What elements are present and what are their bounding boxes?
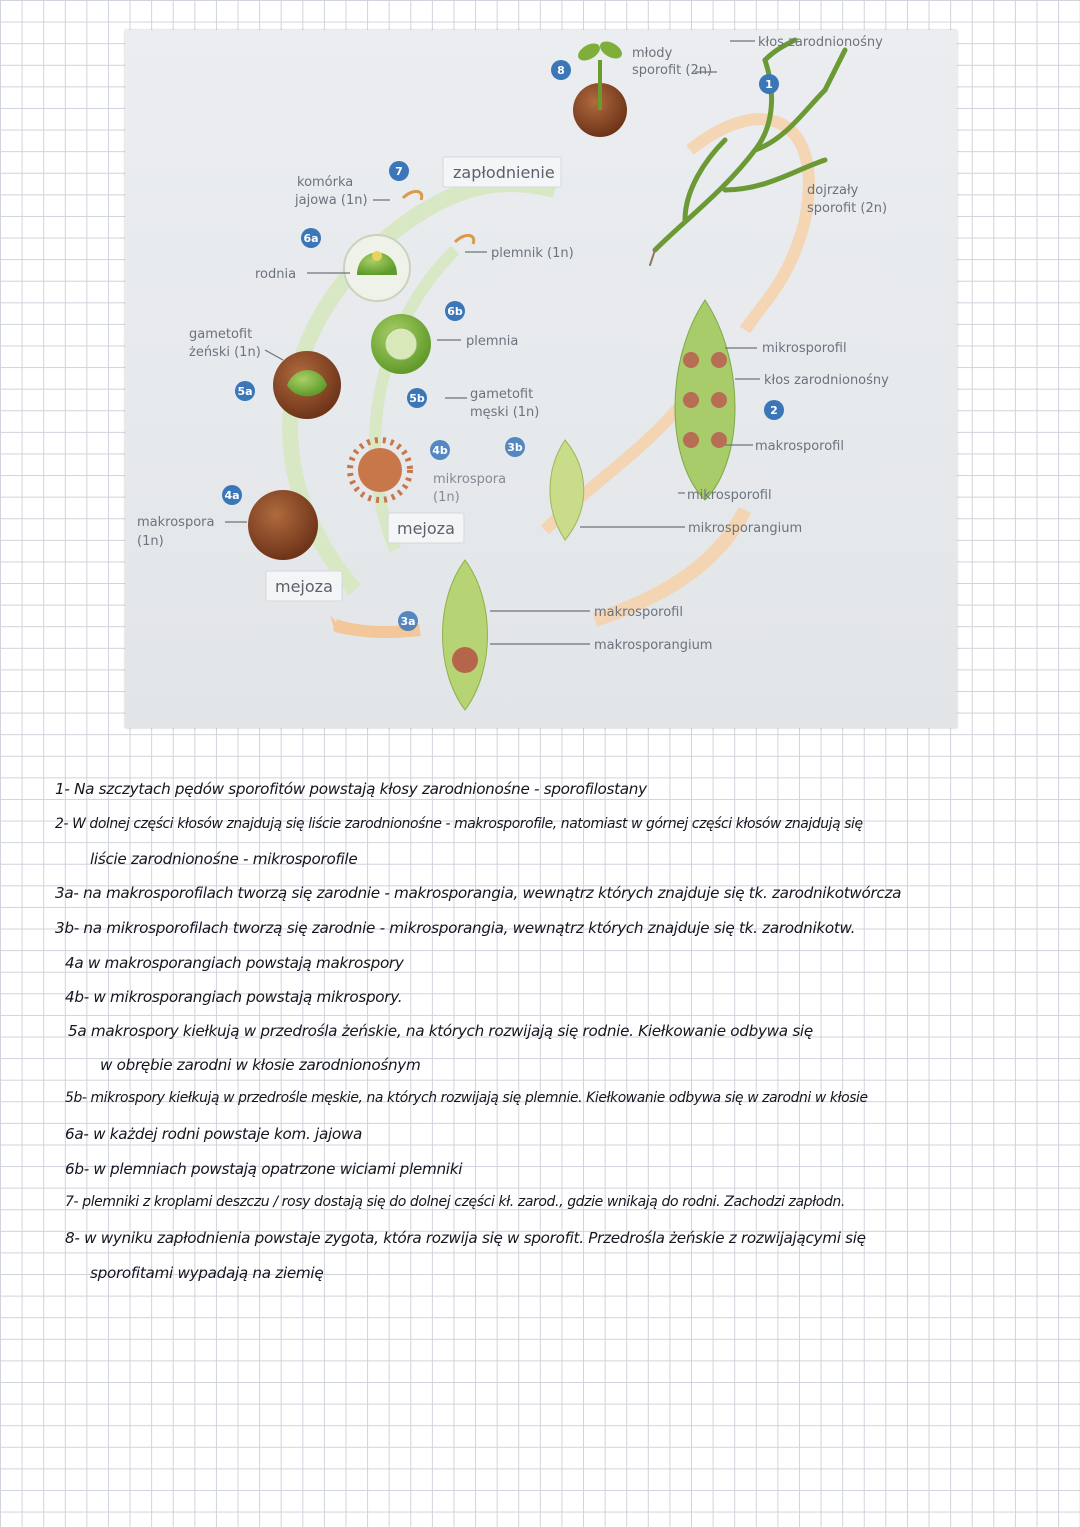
- svg-text:5b: 5b: [409, 392, 425, 405]
- selaginella-life-cycle-diagram: [125, 30, 957, 728]
- svg-text:5a: 5a: [237, 385, 253, 398]
- badge-6b: [445, 301, 465, 321]
- makrospora-label-1: makrospora: [137, 515, 215, 530]
- svg-text:6b: 6b: [447, 305, 463, 318]
- svg-text:1: 1: [765, 78, 773, 91]
- note-4b: 4b- w mikrosporangiach powstają mikrospory.: [65, 988, 403, 1006]
- komorka-jajowa-label-2: jajowa (1n): [295, 193, 368, 208]
- note-7: 7- plemniki z kroplami deszczu / rosy dostają się do dolnej części kł. zarod., gdzie wnikają do rodni. Zachodzi zapłodn.: [65, 1194, 845, 1210]
- badge-1: [759, 74, 779, 94]
- klos-zarodnionosny-mid-label: kłos zarodnionośny: [764, 373, 889, 388]
- makrosporofil-label-1: makrosporofil: [755, 439, 844, 454]
- mikrosporofil-label-1: mikrosporofil: [762, 341, 847, 356]
- note-2: 2- W dolnej części kłosów znajdują się liście zarodnionośne - makrosporofile, natomiast w górnej części kłosów znajdują się: [55, 816, 863, 832]
- mlody-sporofit-label-1: młody: [632, 46, 673, 61]
- svg-text:4a: 4a: [224, 489, 240, 502]
- note-3a: 3a- na makrosporofilach tworzą się zarodnie - makrosporangia, wewnątrz których znajduje się tk. zarodnikotwórcza: [55, 884, 902, 902]
- svg-text:7: 7: [395, 165, 403, 178]
- badge-8: [551, 60, 571, 80]
- badge-5a: [235, 381, 255, 401]
- gametofit-meski-label-1: gametofit: [470, 387, 534, 402]
- mlody-sporofit-label-2: sporofit (2n): [632, 63, 713, 78]
- badge-2: [764, 400, 784, 420]
- plemnik-label: plemnik (1n): [491, 246, 574, 261]
- klos-zarodnionosny-top-label: kłos zarodnionośny: [758, 35, 883, 50]
- dojrzaly-sporofit-label-1: dojrzały: [807, 183, 859, 198]
- stage-illustrations: [248, 191, 735, 710]
- textbook-diagram-photo: [125, 30, 957, 728]
- svg-text:3b: 3b: [507, 441, 523, 454]
- gametofit-zenski-label-1: gametofit: [189, 327, 253, 342]
- gametofit-meski-label-2: męski (1n): [470, 405, 540, 420]
- badge-6a: [301, 228, 321, 248]
- dojrzaly-sporofit-label-2: sporofit (2n): [807, 201, 888, 216]
- badge-5b: [407, 388, 427, 408]
- note-5a-cont: w obrębie zarodni w kłosie zarodnionośnym: [100, 1056, 421, 1074]
- svg-text:8: 8: [557, 64, 565, 77]
- badge-4b: [430, 440, 450, 460]
- mikrosporofil-label-2: mikrosporofil: [687, 488, 772, 503]
- note-1: 1- Na szczytach pędów sporofitów powstają kłosy zarodnionośne - sporofilostany: [55, 780, 647, 798]
- badge-7: [389, 161, 409, 181]
- rodnia-label: rodnia: [255, 267, 297, 282]
- plemnia-label: plemnia: [466, 334, 519, 349]
- makrospora-label-2: (1n): [137, 534, 164, 549]
- svg-text:2: 2: [770, 404, 778, 417]
- note-8-cont: sporofitami wypadają na ziemię: [90, 1264, 324, 1282]
- svg-text:3a: 3a: [400, 615, 416, 628]
- mikrosporangium-label: mikrosporangium: [688, 521, 803, 536]
- mejoza-label-2: mejoza: [275, 577, 333, 596]
- mikrospora-label-2: (1n): [433, 490, 460, 505]
- young-sporophyte-illustration: [573, 38, 627, 137]
- badge-3b: [505, 437, 525, 457]
- makrosporofil-label-2: makrosporofil: [594, 605, 683, 620]
- svg-text:6a: 6a: [303, 232, 319, 245]
- zaplodnienie-label: zapłodnienie: [453, 163, 555, 182]
- note-4a: 4a w makrosporangiach powstają makrospory: [65, 954, 404, 972]
- badge-4a: [222, 485, 242, 505]
- gametofit-zenski-label-2: żeński (1n): [189, 345, 261, 360]
- note-5b: 5b- mikrospory kiełkują w przedrośle męskie, na których rozwijają się plemnie. Kiełkowanie odbywa się w zarodni w kłosie: [65, 1090, 868, 1106]
- note-6b: 6b- w plemniach powstają opatrzone wiciami plemniki: [65, 1160, 463, 1178]
- svg-text:4b: 4b: [432, 444, 448, 457]
- note-8: 8- w wyniku zapłodnienia powstaje zygota, która rozwija się w sporofit. Przedrośla żeńskie z rozwijającymi się: [65, 1229, 866, 1247]
- komorka-jajowa-label-1: komórka: [297, 175, 354, 190]
- note-5a: 5a makrospory kiełkują w przedrośla żeńskie, na których rozwijają się rodnie. Kiełkowanie odbywa się: [68, 1022, 813, 1040]
- note-3b: 3b- na mikrosporofilach tworzą się zarodnie - mikrosporangia, wewnątrz których znajduje się tk. zarodnikotw.: [55, 919, 856, 937]
- badge-3a: [398, 611, 418, 631]
- mikrospora-label-1: mikrospora: [433, 472, 507, 487]
- note-6a: 6a- w każdej rodni powstaje kom. jajowa: [65, 1125, 363, 1143]
- makrosporangium-label: makrosporangium: [594, 638, 713, 653]
- mejoza-label-1: mejoza: [397, 519, 455, 538]
- note-2-cont: liście zarodnionośne - mikrosporofile: [90, 850, 358, 868]
